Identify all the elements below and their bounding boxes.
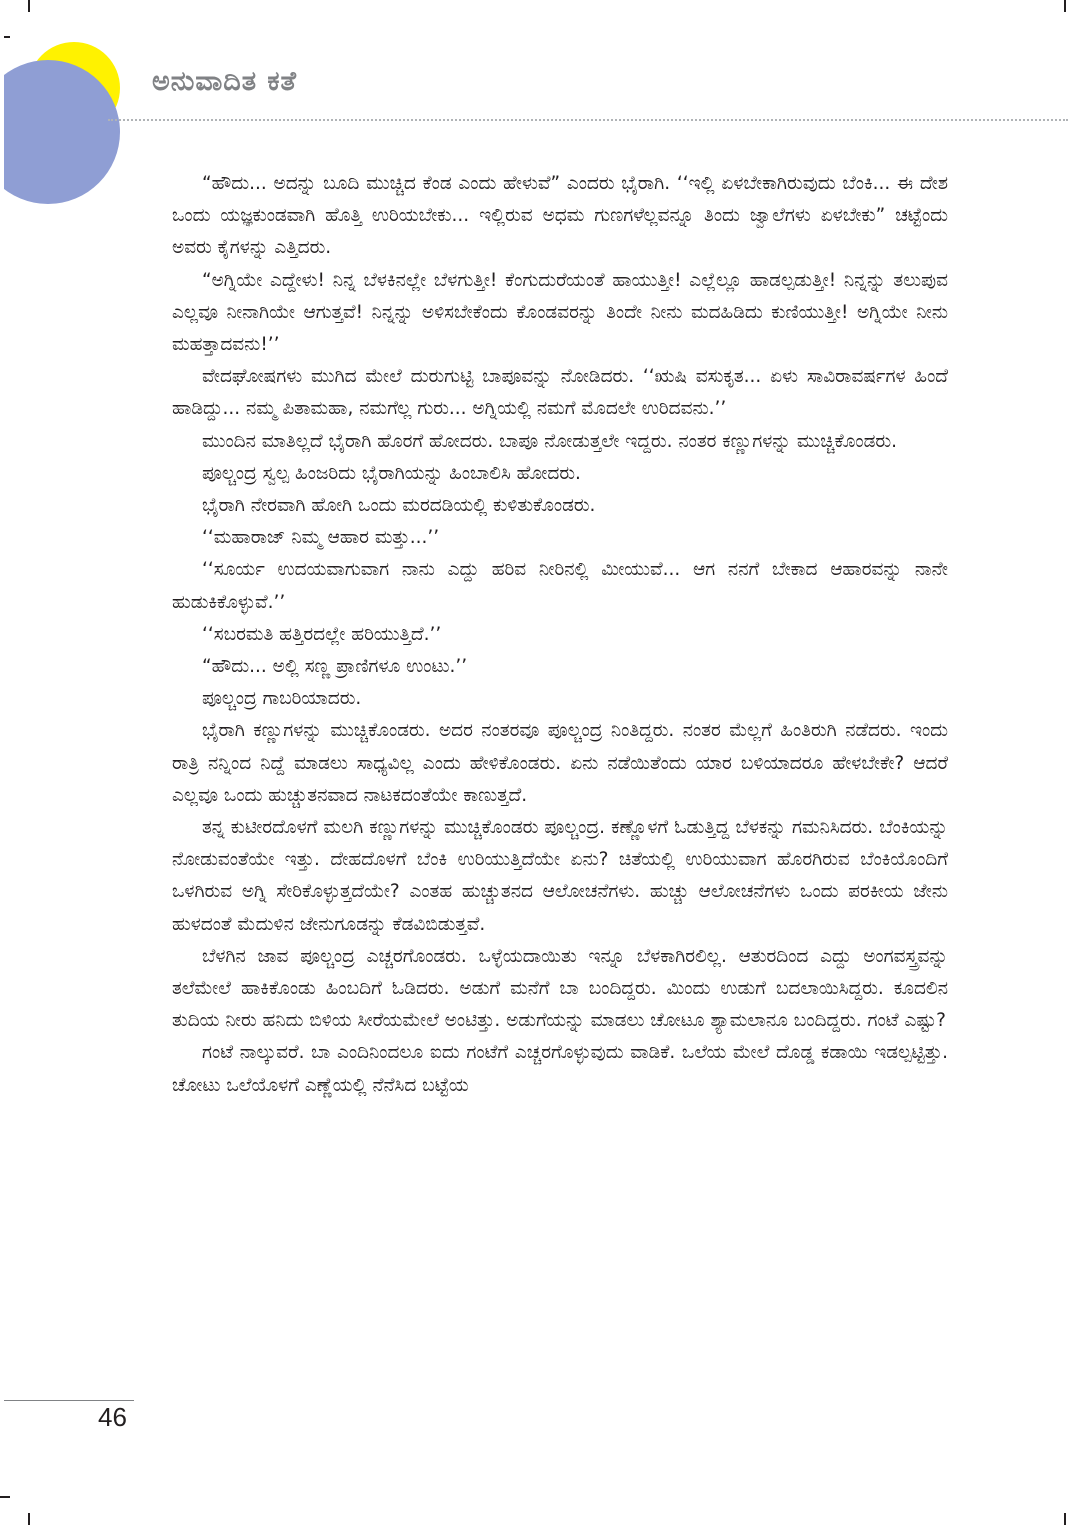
paragraph: “ಅಗ್ನಿಯೇ ಎದ್ದೇಳು! ನಿನ್ನ ಬೆಳಕಿನಲ್ಲೇ ಬೆಳಗುತ್ತೀ! ಕೆಂಗುದುರೆಯಂತೆ ಹಾಯುತ್ತೀ! ಎಲ್ಲೆಲ್ಲೂ ಹಾಡಲ್ಪಡುತ್ತೀ! ನಿನ್ನನ್ನು ತಲುಪುವ ಎಲ್ಲವೂ ನೀನಾಗಿಯೇ ಆಗುತ್ತವೆ! ನಿನ್ನನ್ನು ಅಳಿಸಬೇಕೆಂದು ಕೊಂಡವರನ್ನು ತಿಂದೇ ನೀನು ಮದಹಿಡಿದು ಕುಣಿಯುತ್ತೀ! ಅಗ್ನಿಯೇ ನೀನು ಮಹತ್ತಾದವನು!’’ xyxy=(172,269,948,356)
paragraph: ‘‘ಸಬರಮತಿ ಹತ್ತಿರದಲ್ಲೇ ಹರಿಯುತ್ತಿದೆ.’’ xyxy=(202,623,442,645)
paragraph: ವೇದಘೋಷಗಳು ಮುಗಿದ ಮೇಲೆ ದುರುಗುಟ್ಟಿ ಬಾಪೂವನ್ನು ನೋಡಿದರು. ‘‘ಋಷಿ ವಸುಕೃತ... ಏಳು ಸಾವಿರಾವರ್ಷಗಳ ಹಿಂದೆ ಹಾಡಿದ್ದು... ನಮ್ಮ ಪಿತಾಮಹಾ, ನಮಗೆಲ್ಲ ಗುರು... ಅಗ್ನಿಯಲ್ಲಿ ನಮಗೆ ಮೊದಲೇ ಉರಿದವನು.’’ xyxy=(172,366,948,420)
footer-rule xyxy=(4,1400,134,1401)
section-title: ಅನುವಾದಿತ ಕತೆ xyxy=(152,66,297,97)
paragraph: ‘‘ಸೂರ್ಯ ಉದಯವಾಗುವಾಗ ನಾನು ಎದ್ದು ಹರಿವ ನೀರಿನಲ್ಲಿ ಮೀಯುವೆ... ಆಗ ನನಗೆ ಬೇಕಾದ ಆಹಾರವನ್ನು ನಾನೇ ಹುಡುಕಿಕೊಳ್ಳುವೆ.’’ xyxy=(172,559,948,613)
header-decoration xyxy=(0,0,140,220)
page-number: 46 xyxy=(98,1402,127,1432)
crop-mark xyxy=(1064,0,1066,12)
paragraph: ಗಂಟೆ ನಾಲ್ಕುವರೆ. ಬಾ ಎಂದಿನಿಂದಲೂ ಐದು ಗಂಟೆಗೆ ಎಚ್ಚರಗೊಳ್ಳುವುದು ವಾಡಿಕೆ. ಒಲೆಯ ಮೇಲೆ ದೊಡ್ಡ ಕಡಾಯಿ ಇಡಲ್ಪಟ್ಟಿತ್ತು. ಚೋಟು ಒಲೆಯೊಳಗೆ ಎಣ್ಣೆಯಲ್ಲಿ ನೆನೆಸಿದ ಬಟ್ಟೆಯ xyxy=(172,1042,948,1096)
crop-mark xyxy=(28,1513,30,1525)
crop-mark xyxy=(0,1496,10,1498)
paragraph: ಮುಂದಿನ ಮಾತಿಲ್ಲದೆ ಭೈರಾಗಿ ಹೊರಗೆ ಹೋದರು. ಬಾಪೂ ನೋಡುತ್ತಲೇ ಇದ್ದರು. ನಂತರ ಕಣ್ಣುಗಳನ್ನು ಮುಚ್ಚಿಕೊಂಡರು. xyxy=(202,430,897,452)
paragraph: ಬೆಳಗಿನ ಜಾವ ಪೂಲ್ಚಂದ್ರ ಎಚ್ಚರಗೊಂಡರು. ಒಳ್ಳೆಯದಾಯಿತು ಇನ್ನೂ ಬೆಳಕಾಗಿರಲಿಲ್ಲ. ಆತುರದಿಂದ ಎದ್ದು ಅಂಗವಸ್ತ್ರವನ್ನು ತಲೆಮೇಲೆ ಹಾಕಿಕೊಂಡು ಹಿಂಬದಿಗೆ ಓಡಿದರು. ಅಡುಗೆ ಮನೆಗೆ ಬಾ ಬಂದಿದ್ದರು. ಮಿಂದು ಉಡುಗೆ ಬದಲಾಯಿಸಿದ್ದರು. ಕೂದಲಿನ ತುದಿಯ ನೀರು ಹನಿದು ಬಿಳಿಯ ಸೀರೆಯಮೇಲೆ ಅಂಟಿತ್ತು. ಅಡುಗೆಯನ್ನು ಮಾಡಲು ಚೋಟೂ ಶ್ಯಾಮಲಾನೂ ಬಂದಿದ್ದರು. ಗಂಟೆ ಎಷ್ಟು? xyxy=(172,945,948,1032)
paragraph: “ಹೌದು... ಅದನ್ನು ಬೂದಿ ಮುಚ್ಚಿದ ಕೆಂಡ ಎಂದು ಹೇಳುವೆ” ಎಂದರು ಭೈರಾಗಿ. ‘‘ಇಲ್ಲಿ ಏಳಬೇಕಾಗಿರುವುದು ಬೆಂಕಿ... ಈ ದೇಶ ಒಂದು ಯಜ್ಞಕುಂಡವಾಗಿ ಹೊತ್ತಿ ಉರಿಯಬೇಕು... ಇಲ್ಲಿರುವ ಅಧಮ ಗುಣಗಳೆಲ್ಲವನ್ನೂ ತಿಂದು ಜ್ವಾಲೆಗಳು ಏಳಬೇಕು” ಚಟ್ಟೆಂದು ಅವರು ಕೈಗಳನ್ನು ಎತ್ತಿದರು. xyxy=(172,173,948,259)
paragraph: “ಹೌದು... ಅಲ್ಲಿ ಸಣ್ಣ ಪ್ರಾಣಿಗಳೂ ಉಂಟು.’’ xyxy=(202,656,468,678)
paragraph: ತನ್ನ ಕುಟೀರದೊಳಗೆ ಮಲಗಿ ಕಣ್ಣುಗಳನ್ನು ಮುಚ್ಚಿಕೊಂಡರು ಪೂಲ್ಚಂದ್ರ. ಕಣ್ಣೊಳಗೆ ಓಡುತ್ತಿದ್ದ ಬೆಳಕನ್ನು ಗಮನಿಸಿದರು. ಬೆಂಕಿಯನ್ನು ನೋಡುವಂತೆಯೇ ಇತ್ತು. ದೇಹದೊಳಗೆ ಬೆಂಕಿ ಉರಿಯುತ್ತಿದೆಯೇ ಏನು? ಚಿತೆಯಲ್ಲಿ ಉರಿಯುವಾಗ ಹೊರಗಿರುವ ಬೆಂಕಿಯೊಂದಿಗೆ ಒಳಗಿರುವ ಅಗ್ನಿ ಸೇರಿಕೊಳ್ಳುತ್ತದೆಯೇ? ಎಂತಹ ಹುಚ್ಚುತನದ ಆಲೋಚನೆಗಳು. ಹುಚ್ಚು ಆಲೋಚನೆಗಳು ಒಂದು ಪರಕೀಯ ಜೇನು ಹುಳದಂತೆ ಮೆದುಳಿನ ಜೇನುಗೂಡನ್ನು ಕೆಡವಿಬಿಡುತ್ತವೆ. xyxy=(172,817,948,935)
dotted-divider xyxy=(108,119,1068,121)
crop-mark xyxy=(1064,1513,1066,1525)
paragraph: ಪೂಲ್ಚಂದ್ರ ಸ್ವಲ್ಪ ಹಿಂಜರಿದು ಭೈರಾಗಿಯನ್ನು ಹಿಂಬಾಲಿಸಿ ಹೋದರು. xyxy=(202,462,581,484)
paragraph: ಪೂಲ್ಚಂದ್ರ ಗಾಬರಿಯಾದರು. xyxy=(202,688,362,710)
story-body xyxy=(172,168,948,1418)
paragraph: ಭೈರಾಗಿ ಕಣ್ಣುಗಳನ್ನು ಮುಚ್ಚಿಕೊಂಡರು. ಅದರ ನಂತರವೂ ಪೂಲ್ಚಂದ್ರ ನಿಂತಿದ್ದರು. ನಂತರ ಮೆಲ್ಲಗೆ ಹಿಂತಿರುಗಿ ನಡೆದರು. ಇಂದು ರಾತ್ರಿ ನನ್ನಿಂದ ನಿದ್ದೆ ಮಾಡಲು ಸಾಧ್ಯವಿಲ್ಲ ಎಂದು ಹೇಳಿಕೊಂಡರು. ಏನು ನಡೆಯಿತೆಂದು ಯಾರ ಬಳಿಯಾದರೂ ಹೇಳಬೇಕೇ? ಆದರೆ ಎಲ್ಲವೂ ಒಂದು ಹುಚ್ಚುತನವಾದ ನಾಟಕದಂತೆಯೇ ಕಾಣುತ್ತದೆ. xyxy=(172,720,948,806)
paragraph: ಭೈರಾಗಿ ನೇರವಾಗಿ ಹೋಗಿ ಒಂದು ಮರದಡಿಯಲ್ಲಿ ಕುಳಿತುಕೊಂಡರು. xyxy=(202,495,596,517)
paragraph: ‘‘ಮಹಾರಾಜ್ ನಿಮ್ಮ ಆಹಾರ ಮತ್ತು...’’ xyxy=(202,527,440,549)
